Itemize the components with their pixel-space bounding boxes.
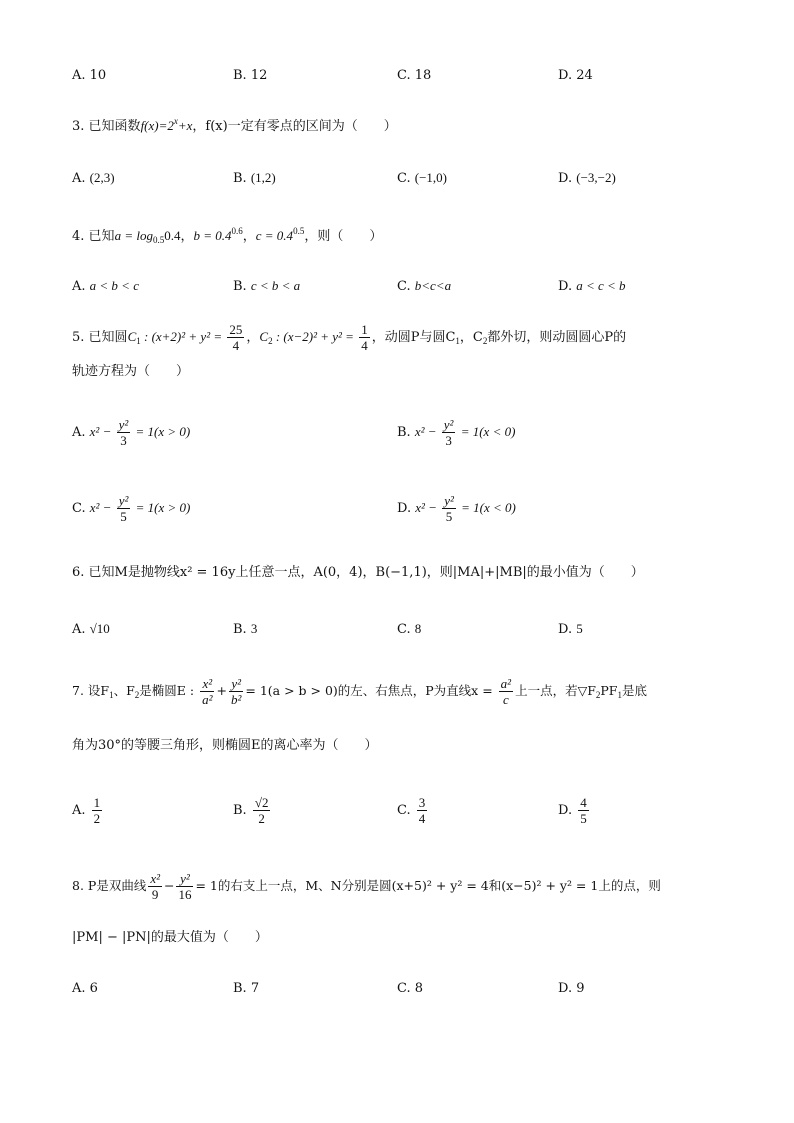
q4-option-c[interactable]: C. b<c<a [397, 278, 452, 294]
q6-option-a[interactable]: A. √10 [72, 621, 110, 637]
q7-stem-line2: 角为30°的等腰三角形，则椭圆E的离心率为（ ） [72, 738, 378, 753]
q5-stem: 5. 已知圆$C_1$ : (x+2)² + y² = $\frac{25}{4}$ ，$C_2$ : (x−2)² + y² = $\frac{1}{4}$ ，动圆P与圆$C_1$，$C_2$都外切，则动圆圆心P的 [72, 322, 627, 353]
q5-c2-radius-fraction: $\frac{1}{4}$ [361, 322, 368, 353]
q5-option-a[interactable]: A. x² − $\frac{\text{y²}}{3}$ = 1(x > 0) [72, 417, 191, 448]
q8-stem-line2: |PM| − |PN|的最大值为（ ） [72, 930, 268, 945]
q5-option-d[interactable]: D. x² − $\frac{\text{y²}}{5}$ = 1(x < 0) [397, 493, 516, 524]
q7-option-d[interactable]: D. $\frac{4}{5}$ [558, 795, 587, 826]
q3-option-c[interactable]: C. (−1,0) [397, 170, 447, 186]
q5-option-d-fraction: $\frac{\text{y²}}{5}$ [444, 493, 454, 524]
q7-line-fraction: $\frac{\text{a²}}{c}$ [500, 676, 512, 707]
q7-option-b-fraction: $\frac{√2}{2}$ [254, 795, 269, 826]
q3-option-a[interactable]: A. (2,3) [72, 170, 115, 186]
q7-option-c[interactable]: C. $\frac{3}{4}$ [397, 795, 426, 826]
q6-option-b[interactable]: B. 3 [233, 621, 258, 637]
q5-stem-line2: 轨迹方程为（ ） [72, 364, 190, 379]
q6-option-d[interactable]: D. 5 [558, 621, 583, 637]
q8-stem: 8. P是双曲线 $\frac{\text{x²}}{9}$ − $\frac{\text{y²}}{16}$ = 1的右支上一点，M、N分别是圆(x+5)² + y² = 4和(x−5)² + y² = 1上的点，则 [72, 871, 661, 902]
q3-stem: 3. 已知函数$f(x)=2^x+x$，f(x)一定有零点的区间为（ ） [72, 116, 397, 134]
q6-option-c[interactable]: C. 8 [397, 621, 422, 637]
q8-option-c[interactable]: C. 8 [397, 981, 424, 996]
q4-option-d[interactable]: D. a < c < b [558, 278, 626, 294]
q7-option-b[interactable]: B. $\frac{√2}{2}$ [233, 795, 269, 826]
q8-hyperbola-x-fraction: $\frac{\text{x²}}{9}$ [150, 871, 160, 902]
q2-option-d[interactable]: D. 24 [558, 68, 593, 83]
q7-ellipse-x-fraction: $\frac{\text{x²}}{\text{a²}}$ [202, 676, 213, 707]
q8-option-d[interactable]: D. 9 [558, 981, 585, 996]
q4-option-b[interactable]: B. c < b < a [233, 278, 301, 294]
q8-option-a[interactable]: A. 6 [72, 981, 98, 996]
q3-option-d[interactable]: D. (−3,−2) [558, 170, 616, 186]
q8-option-b[interactable]: B. 7 [233, 981, 260, 996]
q2-option-b[interactable]: B. 12 [233, 68, 268, 83]
q8-hyperbola-y-fraction: $\frac{\text{y²}}{16}$ [178, 871, 192, 902]
q5-option-b[interactable]: B. x² − $\frac{\text{y²}}{3}$ = 1(x < 0) [397, 417, 516, 448]
q2-option-c[interactable]: C. 18 [397, 68, 432, 83]
q7-option-c-fraction: $\frac{3}{4}$ [418, 795, 426, 826]
q7-ellipse-y-fraction: $\frac{\text{y²}}{\text{b²}}$ [230, 676, 242, 707]
q6-stem: 6. 已知M是抛物线x² = 16y上任意一点，A(0，4)，B(−1,1)，则|MA|+|MB|的最小值为（ ） [72, 565, 644, 580]
q3-option-b[interactable]: B. (1,2) [233, 170, 276, 186]
q7-option-d-fraction: $\frac{4}{5}$ [580, 795, 587, 826]
q5-c1-radius-fraction: $\frac{25}{4}$ [229, 322, 243, 353]
q7-option-a[interactable]: A. $\frac{1}{2}$ [72, 795, 101, 826]
q7-option-a-fraction: $\frac{1}{2}$ [93, 795, 101, 826]
q2-option-a[interactable]: A. 10 [72, 68, 107, 83]
q5-option-b-fraction: $\frac{\text{y²}}{3}$ [443, 417, 454, 448]
q4-option-a[interactable]: A. a < b < c [72, 278, 139, 294]
q4-stem: 4. 已知$a = \log_{0.5}0.4$，$b = 0.4^{0.6}$，$c = 0.4^{0.5}$，则（ ） [72, 226, 383, 245]
q7-stem: 7. 设$F_1$、$F_2$是椭圆E : $\frac{\text{x²}}{\text{a²}}$ + $\frac{\text{y²}}{\text{b²}}$ = 1(a > b > 0)的左、右焦点，P为直线x = $\frac{\text{a²}}{c}$ 上一点，若$▽F_2PF_1$是底 [72, 676, 647, 707]
q5-option-a-fraction: $\frac{\text{y²}}{3}$ [118, 417, 129, 448]
q5-option-c-fraction: $\frac{\text{y²}}{5}$ [118, 493, 129, 524]
q5-option-c[interactable]: C. x² − $\frac{\text{y²}}{5}$ = 1(x > 0) [72, 493, 191, 524]
